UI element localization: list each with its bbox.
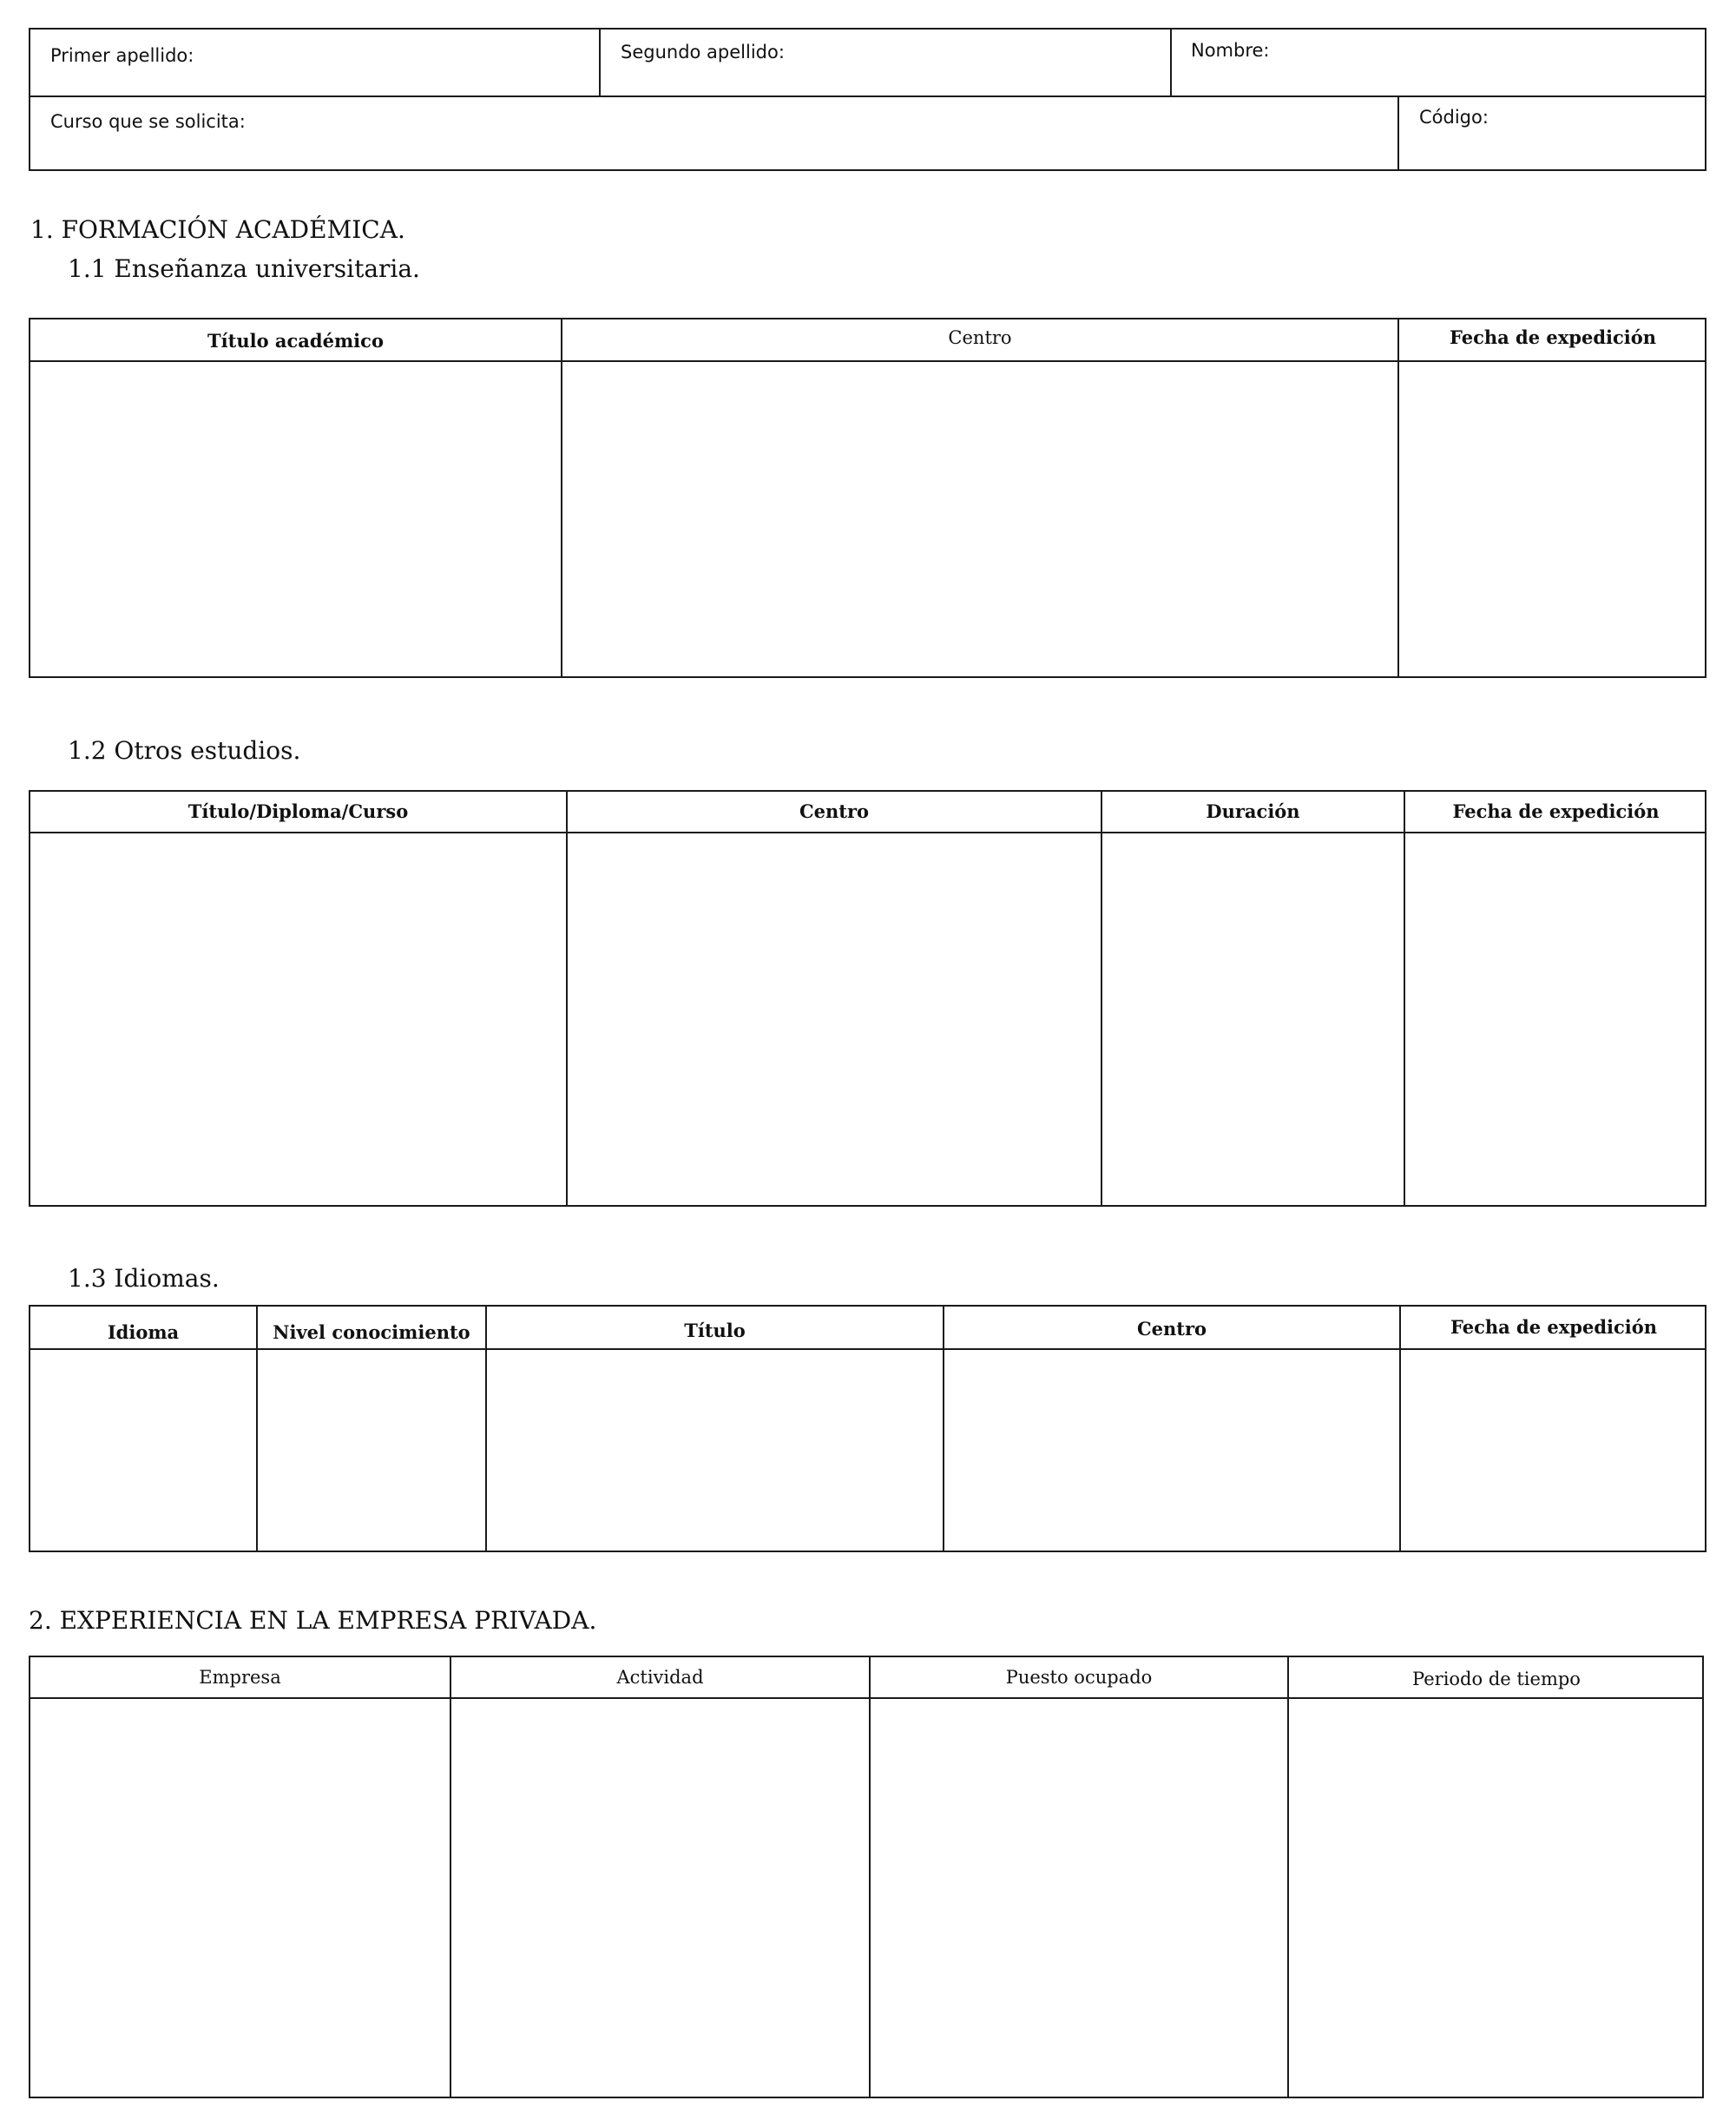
subsection-1-2-title: 1.2 Otros estudios. bbox=[68, 736, 301, 765]
languages-col-nivel: Nivel conocimiento bbox=[273, 1321, 470, 1343]
private-experience-header-line bbox=[29, 1697, 1704, 1699]
header-divider bbox=[29, 95, 1706, 97]
languages-header-line bbox=[29, 1348, 1706, 1350]
segundo-apellido-label: Segundo apellido: bbox=[621, 42, 785, 63]
languages-col-divider-4 bbox=[1399, 1305, 1401, 1552]
other-studies-col-divider-3 bbox=[1404, 790, 1405, 1207]
private-experience-col-puesto: Puesto ocupado bbox=[1005, 1667, 1153, 1688]
languages-col-divider-3 bbox=[943, 1305, 944, 1552]
primer-apellido-field[interactable] bbox=[226, 39, 594, 89]
languages-fecha-cell[interactable] bbox=[1403, 1353, 1706, 1552]
private-experience-actividad-cell[interactable] bbox=[453, 1702, 869, 2099]
primer-apellido-label: Primer apellido: bbox=[50, 45, 194, 66]
university-col-divider-1 bbox=[561, 318, 562, 678]
private-experience-col-empresa: Empresa bbox=[199, 1667, 281, 1688]
private-experience-col-divider-1 bbox=[450, 1656, 451, 2098]
header-divider-v2 bbox=[1170, 28, 1172, 97]
university-titulo-cell[interactable] bbox=[31, 363, 561, 679]
languages-idioma-cell[interactable] bbox=[31, 1353, 256, 1552]
other-studies-centro-cell[interactable] bbox=[569, 835, 1101, 1208]
private-experience-col-divider-2 bbox=[869, 1656, 871, 2098]
languages-centro-cell[interactable] bbox=[946, 1353, 1399, 1552]
codigo-label: Código: bbox=[1419, 107, 1489, 128]
other-studies-col-duracion: Duración bbox=[1206, 800, 1300, 822]
university-table-header-line bbox=[29, 360, 1706, 362]
languages-col-divider-2 bbox=[485, 1305, 487, 1552]
header-divider-v3 bbox=[1397, 95, 1399, 171]
languages-col-centro: Centro bbox=[1136, 1318, 1207, 1340]
curso-label: Curso que se solicita: bbox=[50, 111, 246, 132]
languages-col-fecha: Fecha de expedición bbox=[1450, 1316, 1658, 1338]
other-studies-fecha-cell[interactable] bbox=[1407, 835, 1706, 1208]
university-col-titulo: Título académico bbox=[207, 330, 384, 352]
languages-col-titulo: Título bbox=[684, 1320, 746, 1341]
other-studies-col-titulo: Título/Diploma/Curso bbox=[187, 800, 409, 822]
other-studies-col-centro: Centro bbox=[799, 800, 870, 822]
section-2-title: 2. EXPERIENCIA EN LA EMPRESA PRIVADA. bbox=[29, 1606, 597, 1635]
languages-nivel-cell[interactable] bbox=[260, 1353, 485, 1552]
languages-titulo-cell[interactable] bbox=[489, 1353, 943, 1552]
other-studies-col-divider-1 bbox=[566, 790, 568, 1207]
subsection-1-1-title: 1.1 Enseñanza universitaria. bbox=[68, 254, 420, 283]
private-experience-col-actividad: Actividad bbox=[616, 1667, 704, 1688]
other-studies-titulo-cell[interactable] bbox=[31, 835, 566, 1208]
other-studies-duracion-cell[interactable] bbox=[1104, 835, 1404, 1208]
university-fecha-cell[interactable] bbox=[1401, 363, 1706, 679]
curso-field[interactable] bbox=[269, 104, 1392, 167]
university-centro-cell[interactable] bbox=[564, 363, 1397, 679]
university-col-fecha: Fecha de expedición bbox=[1449, 326, 1657, 348]
other-studies-col-divider-2 bbox=[1101, 790, 1102, 1207]
nombre-field[interactable] bbox=[1285, 39, 1705, 89]
other-studies-header-line bbox=[29, 832, 1706, 833]
private-experience-periodo-cell[interactable] bbox=[1291, 1702, 1704, 2099]
codigo-field[interactable] bbox=[1510, 104, 1705, 167]
segundo-apellido-field[interactable] bbox=[807, 39, 1167, 89]
private-experience-col-periodo: Periodo de tiempo bbox=[1412, 1669, 1581, 1689]
other-studies-col-fecha: Fecha de expedición bbox=[1452, 800, 1660, 822]
university-col-centro: Centro bbox=[948, 327, 1012, 348]
private-experience-col-divider-3 bbox=[1287, 1656, 1289, 2098]
section-1-title: 1. FORMACIÓN ACADÉMICA. bbox=[30, 215, 405, 244]
university-col-divider-2 bbox=[1397, 318, 1399, 678]
languages-col-idioma: Idioma bbox=[107, 1321, 180, 1343]
private-experience-empresa-cell[interactable] bbox=[31, 1702, 450, 2099]
nombre-label: Nombre: bbox=[1191, 40, 1270, 61]
private-experience-puesto-cell[interactable] bbox=[872, 1702, 1287, 2099]
header-divider-v1 bbox=[599, 28, 601, 97]
subsection-1-3-title: 1.3 Idiomas. bbox=[68, 1264, 220, 1293]
